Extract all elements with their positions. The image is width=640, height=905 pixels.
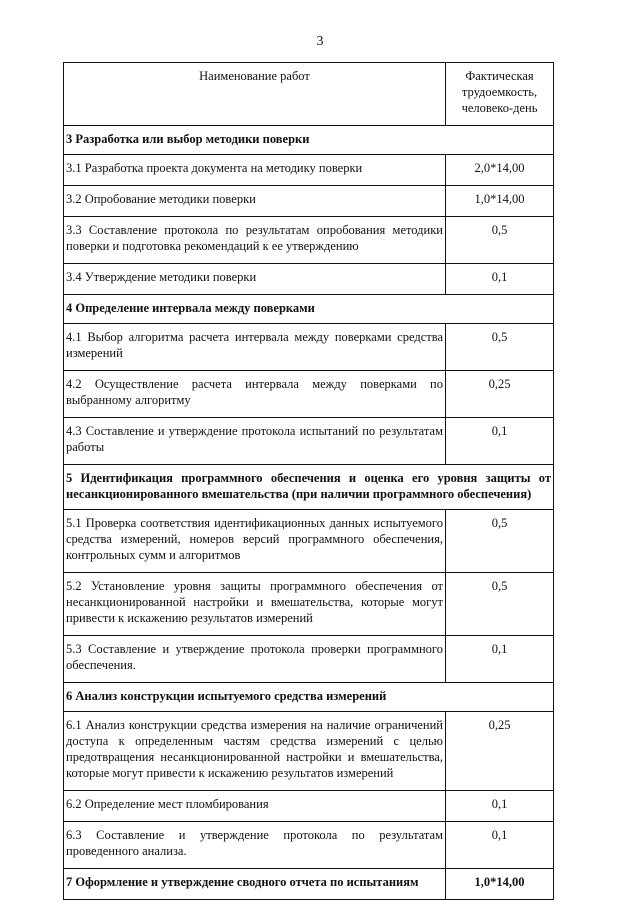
header-work-name: Наименование работ xyxy=(64,63,446,126)
labor-value-cell: 0,1 xyxy=(446,791,554,822)
labor-value-cell: 0,25 xyxy=(446,371,554,418)
table-row xyxy=(64,636,554,683)
table-row xyxy=(64,217,554,264)
page-number: 3 xyxy=(316,34,324,49)
table-row xyxy=(64,371,554,418)
table-row xyxy=(64,324,554,371)
labor-value-cell: 1,0*14,00 xyxy=(446,869,554,900)
labor-value-cell: 0,1 xyxy=(446,264,554,295)
labor-value-cell: 0,5 xyxy=(446,217,554,264)
table-header-row xyxy=(64,63,554,126)
section-row xyxy=(64,295,554,324)
work-name-cell: 3.4 Утверждение методики поверки xyxy=(64,264,446,295)
table-row xyxy=(64,264,554,295)
labor-value-cell: 0,5 xyxy=(446,324,554,371)
table-row xyxy=(64,869,554,900)
labor-value-cell: 0,5 xyxy=(446,573,554,636)
work-name-cell: 4.2 Осуществление расчета интервала между поверками по выбранному алгоритму xyxy=(64,371,446,418)
table-row xyxy=(64,155,554,186)
work-name-cell: 3.3 Составление протокола по результатам опробования методики поверки и подготовка рекомендаций к ее утверждению xyxy=(64,217,446,264)
labor-value-cell: 0,1 xyxy=(446,822,554,869)
labor-value-cell: 2,0*14,00 xyxy=(446,155,554,186)
work-name-cell: 3.1 Разработка проекта документа на методику поверки xyxy=(64,155,446,186)
table-row xyxy=(64,418,554,465)
section-row xyxy=(64,683,554,712)
labor-value-cell: 0,5 xyxy=(446,510,554,573)
work-name-cell: 5.2 Установление уровня защиты программного обеспечения от несанкционированной настройки и вмешательства, которые могут привести к искажению результатов измерений xyxy=(64,573,446,636)
table-row xyxy=(64,822,554,869)
work-name-cell: 7 Оформление и утверждение сводного отчета по испытаниям xyxy=(64,869,446,900)
labor-value-cell: 0,25 xyxy=(446,712,554,791)
table-row xyxy=(64,573,554,636)
section-row xyxy=(64,126,554,155)
section-title: 5 Идентификация программного обеспечения и оценка его уровня защиты от несанкционированного вмешательства (при наличии программного обеспечения) xyxy=(64,465,554,510)
work-name-cell: 6.1 Анализ конструкции средства измерения на наличие ограничений доступа к определенным частям средства измерений с целью предотвращения несанкционированной настройки и вмешательства, которые могут привести к искажению результатов измерений xyxy=(64,712,446,791)
work-name-cell: 5.1 Проверка соответствия идентификационных данных испытуемого средства измерений, номеров версий программного обеспечения, контрольных сумм и алгоритмов xyxy=(64,510,446,573)
works-table xyxy=(63,62,554,900)
section-title: 3 Разработка или выбор методики поверки xyxy=(64,126,554,155)
work-name-cell: 5.3 Составление и утверждение протокола проверки программного обеспечения. xyxy=(64,636,446,683)
table-row xyxy=(64,712,554,791)
work-name-cell: 4.1 Выбор алгоритма расчета интервала между поверками средства измерений xyxy=(64,324,446,371)
work-name-cell: 6.2 Определение мест пломбирования xyxy=(64,791,446,822)
section-title: 6 Анализ конструкции испытуемого средства измерений xyxy=(64,683,554,712)
work-name-cell: 6.3 Составление и утверждение протокола по результатам проведенного анализа. xyxy=(64,822,446,869)
section-title: 4 Определение интервала между поверками xyxy=(64,295,554,324)
header-labor-intensity: Фактическая трудоемкость, человеко-день xyxy=(446,63,554,126)
table-row xyxy=(64,791,554,822)
labor-value-cell: 1,0*14,00 xyxy=(446,186,554,217)
table-row xyxy=(64,186,554,217)
table-row xyxy=(64,510,554,573)
work-name-cell: 3.2 Опробование методики поверки xyxy=(64,186,446,217)
labor-value-cell: 0,1 xyxy=(446,636,554,683)
section-row xyxy=(64,465,554,510)
labor-value-cell: 0,1 xyxy=(446,418,554,465)
work-name-cell: 4.3 Составление и утверждение протокола испытаний по результатам работы xyxy=(64,418,446,465)
